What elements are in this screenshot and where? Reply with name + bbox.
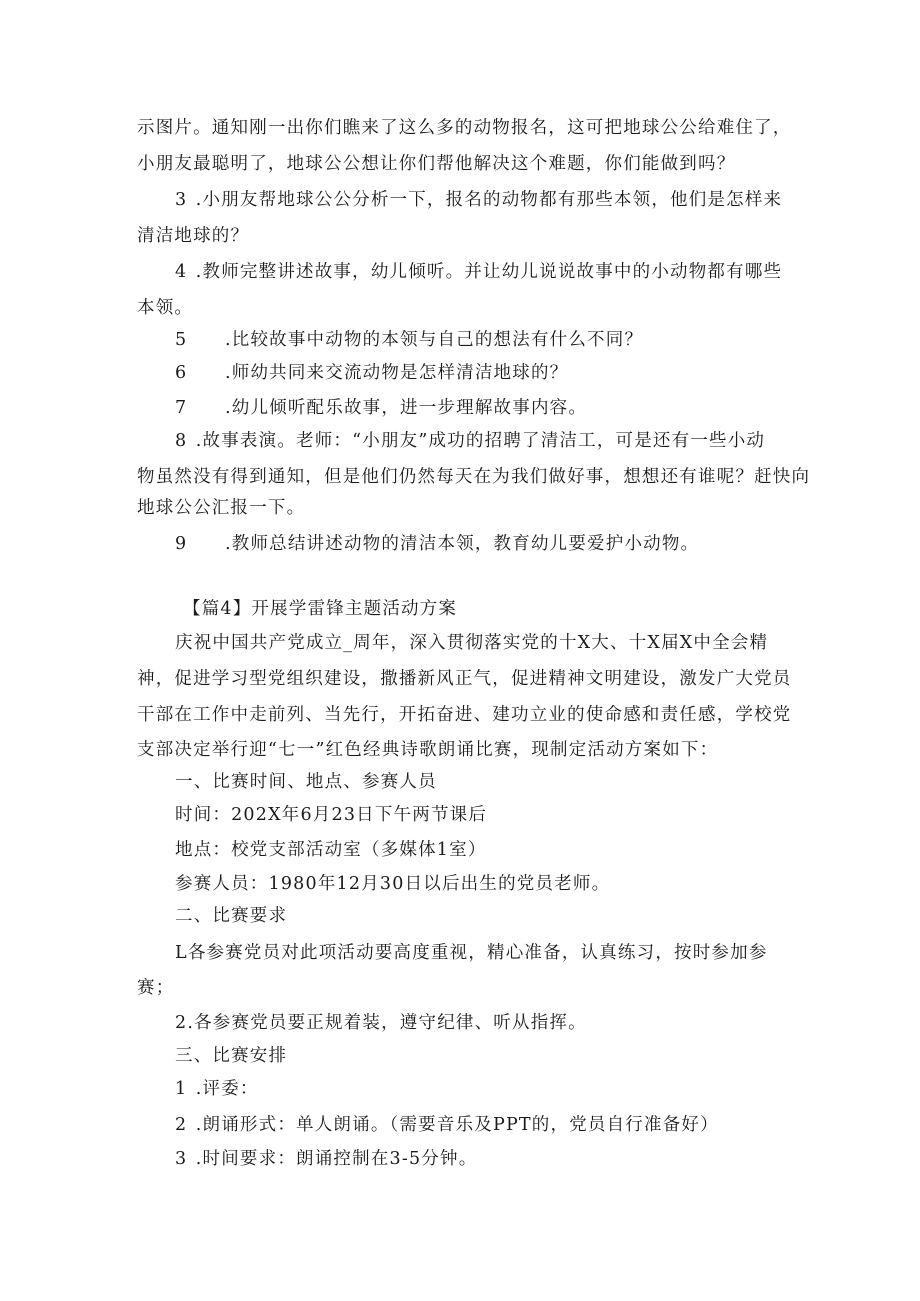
list-number: 3 [175, 190, 188, 210]
paragraph-line: 小朋友最聪明了，地球公公想让你们帮他解决这个难题，你们能做到吗？ [137, 154, 736, 174]
paragraph-line: 物虽然没有得到通知，但是他们仍然每天在为我们做好事，想想还有谁呢？赶快向 [137, 467, 811, 487]
list-item-4: 4 .教师完整讲述故事，幼儿倾听。并让幼儿说说故事中的小动物都有哪些 [175, 262, 783, 282]
list-item-5: 5 .比较故事中动物的本领与自己的想法有什么不同？ [175, 330, 644, 350]
list-number: 9 [175, 534, 188, 554]
list-number: 6 [175, 363, 188, 383]
list-number: 8 [175, 431, 188, 451]
paragraph-line: 示图片。通知刚一出你们瞧来了这么多的动物报名，这可把地球公公给难住了， [137, 118, 792, 138]
list-number: 1 [175, 1079, 188, 1099]
list-item-1: 1 .评委： [175, 1079, 259, 1099]
list-number: 2 [175, 1115, 188, 1135]
list-item-3: 3 .小朋友帮地球公公分析一下，报名的动物都有那些本领，他们是怎样来 [175, 190, 783, 210]
list-item-8: 8 .故事表演。老师：“小朋友”成功的招聘了清洁工，可是还有一些小动 [175, 431, 766, 451]
list-number: 3 [175, 1149, 188, 1169]
list-item-6: 6 .师幼共同来交流动物是怎样清洁地球的？ [175, 363, 569, 383]
subheading: 二、比赛要求 [175, 906, 288, 926]
list-item-2: 2 .朗诵形式：单人朗诵。（需要音乐及PPT的，党员自行准备好） [175, 1115, 719, 1135]
list-number: 5 [175, 330, 188, 350]
section-heading: 【篇4】开展学雷锋主题活动方案 [183, 599, 458, 619]
list-number: 7 [175, 398, 188, 418]
paragraph-line: 赛； [137, 978, 175, 998]
paragraph-line: 本领。 [137, 298, 194, 318]
paragraph-line: 支部决定举行迎“七一”红色经典诗歌朗诵比赛，现制定活动方案如下： [137, 740, 719, 760]
subheading: 一、比赛时间、地点、参赛人员 [175, 772, 437, 792]
subheading: 三、比赛安排 [175, 1046, 288, 1066]
list-number: 4 [175, 262, 188, 282]
paragraph-line: 地球公公汇报一下。 [137, 498, 306, 518]
detail-line: 参赛人员：1980年12月30日以后出生的党员老师。 [175, 874, 611, 894]
paragraph-line: 神，促进学习型党组织建设，撒播新风正气，促进精神文明建设，激发广大党员 [137, 669, 792, 689]
paragraph-line: 庆祝中国共产党成立_周年，深入贯彻落实党的十X大、十X届X中全会精 [175, 633, 769, 653]
detail-line: 时间：202X年6月23日下午两节课后 [175, 805, 488, 825]
paragraph-line: 清洁地球的？ [137, 226, 250, 246]
paragraph-line: 2.各参赛党员要正规着装，遵守纪律、听从指挥。 [175, 1013, 587, 1033]
list-item-7: 7 .幼儿倾听配乐故事，进一步理解故事内容。 [175, 398, 588, 418]
paragraph-line: L各参赛党员对此项活动要高度重视，精心准备，认真练习，按时参加参 [175, 943, 768, 963]
paragraph-line: 干部在工作中走前列、当先行，开拓奋进、建功立业的使命感和责任感，学校党 [137, 705, 792, 725]
list-item-3b: 3 .时间要求：朗诵控制在3-5分钟。 [175, 1149, 478, 1169]
detail-line: 地点：校党支部活动室（多媒体1室） [175, 840, 487, 860]
list-item-9: 9 .教师总结讲述动物的清洁本领，教育幼儿要爱护小动物。 [175, 534, 700, 554]
